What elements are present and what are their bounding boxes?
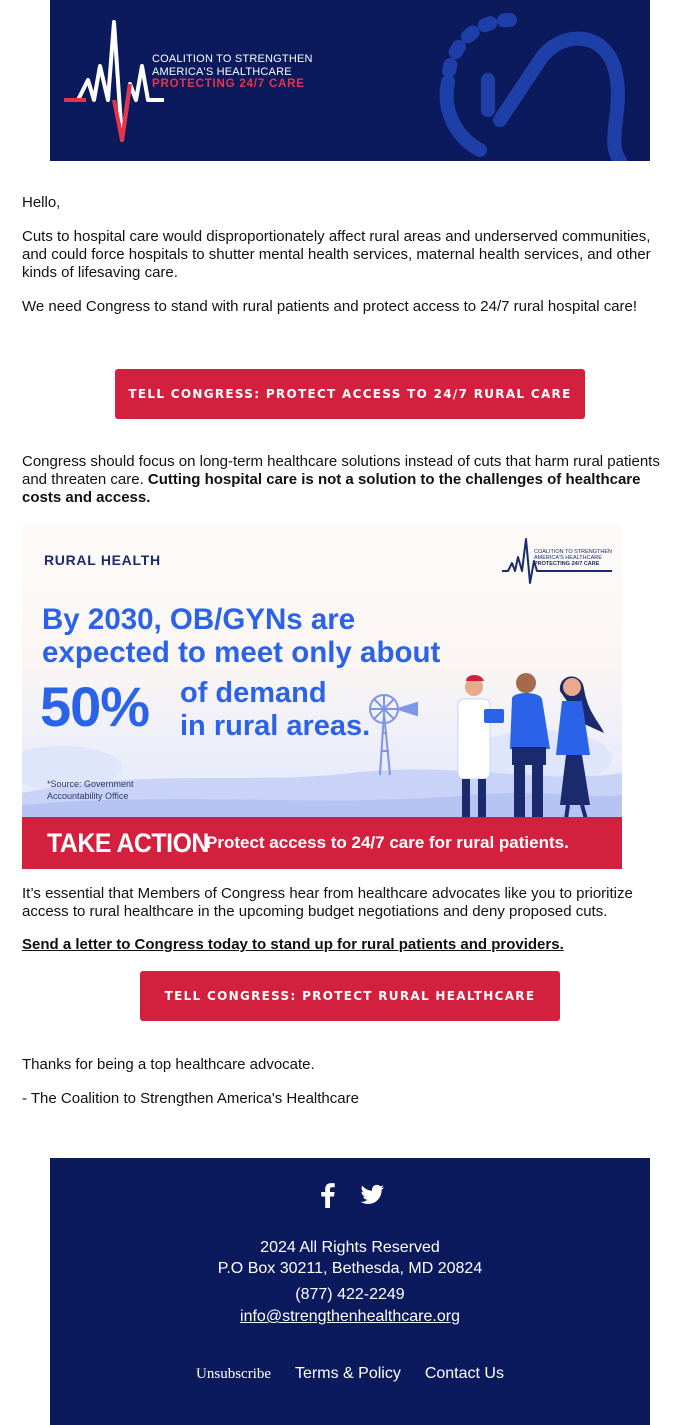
infographic-source: [47, 778, 134, 802]
facebook-icon[interactable]: [315, 1182, 341, 1208]
windmill-icon: [370, 695, 417, 775]
footer: [50, 1158, 650, 1425]
footer-email-link[interactable]: info@strengthenhealthcare.org: [240, 1308, 460, 1325]
mini-logo-line-2: AMERICA'S HEALTHCARE: [534, 555, 602, 561]
take-action-bar[interactable]: [22, 817, 622, 869]
solutions-text: Congress should focus on long-term healthcare solutions instead of cuts that harm rural patients and threaten care.: [22, 453, 660, 488]
rural-health-infographic[interactable]: [22, 523, 622, 869]
mini-logo-text: [534, 549, 612, 567]
clock-heart-decoration-icon: [390, 0, 650, 161]
infographic-subline-2: in rural areas.: [180, 710, 371, 742]
mini-logo-line-1: COALITION TO STRENGTHEN: [534, 549, 613, 555]
footer-phone: (877) 422-2249: [295, 1286, 405, 1303]
unsubscribe-link[interactable]: Unsubscribe: [196, 1366, 272, 1382]
send-letter-paragraph: [22, 936, 674, 954]
protect-access-button[interactable]: TELL CONGRESS: PROTECT ACCESS TO 24/7 RURAL CARE: [115, 369, 585, 419]
infographic-section-label: RURAL HEALTH: [44, 552, 161, 568]
signature-text: - The Coalition to Strengthen America's Healthcare: [22, 1090, 359, 1107]
twitter-icon[interactable]: [359, 1182, 385, 1208]
heartbeat-logo-icon: [64, 18, 164, 142]
header-org-name: [152, 53, 313, 91]
org-line-1: COALITION TO STRENGTHEN: [152, 53, 313, 65]
org-tagline: PROTECTING 24/7 CARE: [152, 78, 305, 90]
solutions-bold-text: Cutting hospital care is not a solution to the challenges of healthcare costs and access.: [22, 471, 641, 506]
header-banner: [50, 0, 650, 161]
infographic-headline: By 2030, OB/GYNs are expected to meet only about: [42, 603, 441, 669]
infographic-subline-1: of demand: [180, 677, 327, 709]
source-line-1: *Source: Government: [47, 779, 134, 789]
intro-paragraph: Cuts to hospital care would disproportionately affect rural areas and underserved communities, and could force hospitals to shutter mental health services, maternal health services, and other kinds of lifesaving care.: [22, 228, 651, 281]
protect-rural-healthcare-button[interactable]: TELL CONGRESS: PROTECT RURAL HEALTHCARE: [140, 971, 560, 1021]
contact-us-link[interactable]: Contact Us: [424, 1365, 504, 1382]
footer-email-line: [50, 1307, 650, 1327]
footer-address: P.O Box 30211, Bethesda, MD 20824: [217, 1260, 483, 1277]
org-line-2: AMERICA'S HEALTHCARE: [152, 65, 292, 78]
take-action-label: TAKE ACTION: [47, 828, 209, 858]
infographic-subline: [180, 677, 370, 743]
social-links: [50, 1182, 650, 1208]
call-paragraph: We need Congress to stand with rural patients and protect access to 24/7 rural hospital care!: [22, 298, 638, 315]
send-letter-link[interactable]: Send a letter to Congress today to stand up for rural patients and providers.: [22, 936, 564, 953]
footer-links: [50, 1364, 650, 1384]
solutions-paragraph: [22, 453, 674, 507]
thanks-text: Thanks for being a top healthcare advocate.: [22, 1056, 315, 1073]
take-action-text: Protect access to 24/7 care for rural patients.: [206, 833, 569, 852]
greeting: Hello,: [22, 194, 61, 211]
mini-logo-tagline: PROTECTING 24/7 CARE: [534, 561, 600, 567]
terms-policy-link[interactable]: Terms & Policy: [295, 1365, 401, 1382]
source-line-2: Accountability Office: [47, 791, 129, 801]
infographic-percent: 50%: [40, 675, 150, 738]
footer-copyright: 2024 All Rights Reserved: [260, 1239, 440, 1256]
advocates-paragraph: It’s essential that Members of Congress hear from healthcare advocates like you to prioritize access to rural healthcare in the upcoming budget negotiations and deny proposed cuts.: [22, 885, 633, 920]
